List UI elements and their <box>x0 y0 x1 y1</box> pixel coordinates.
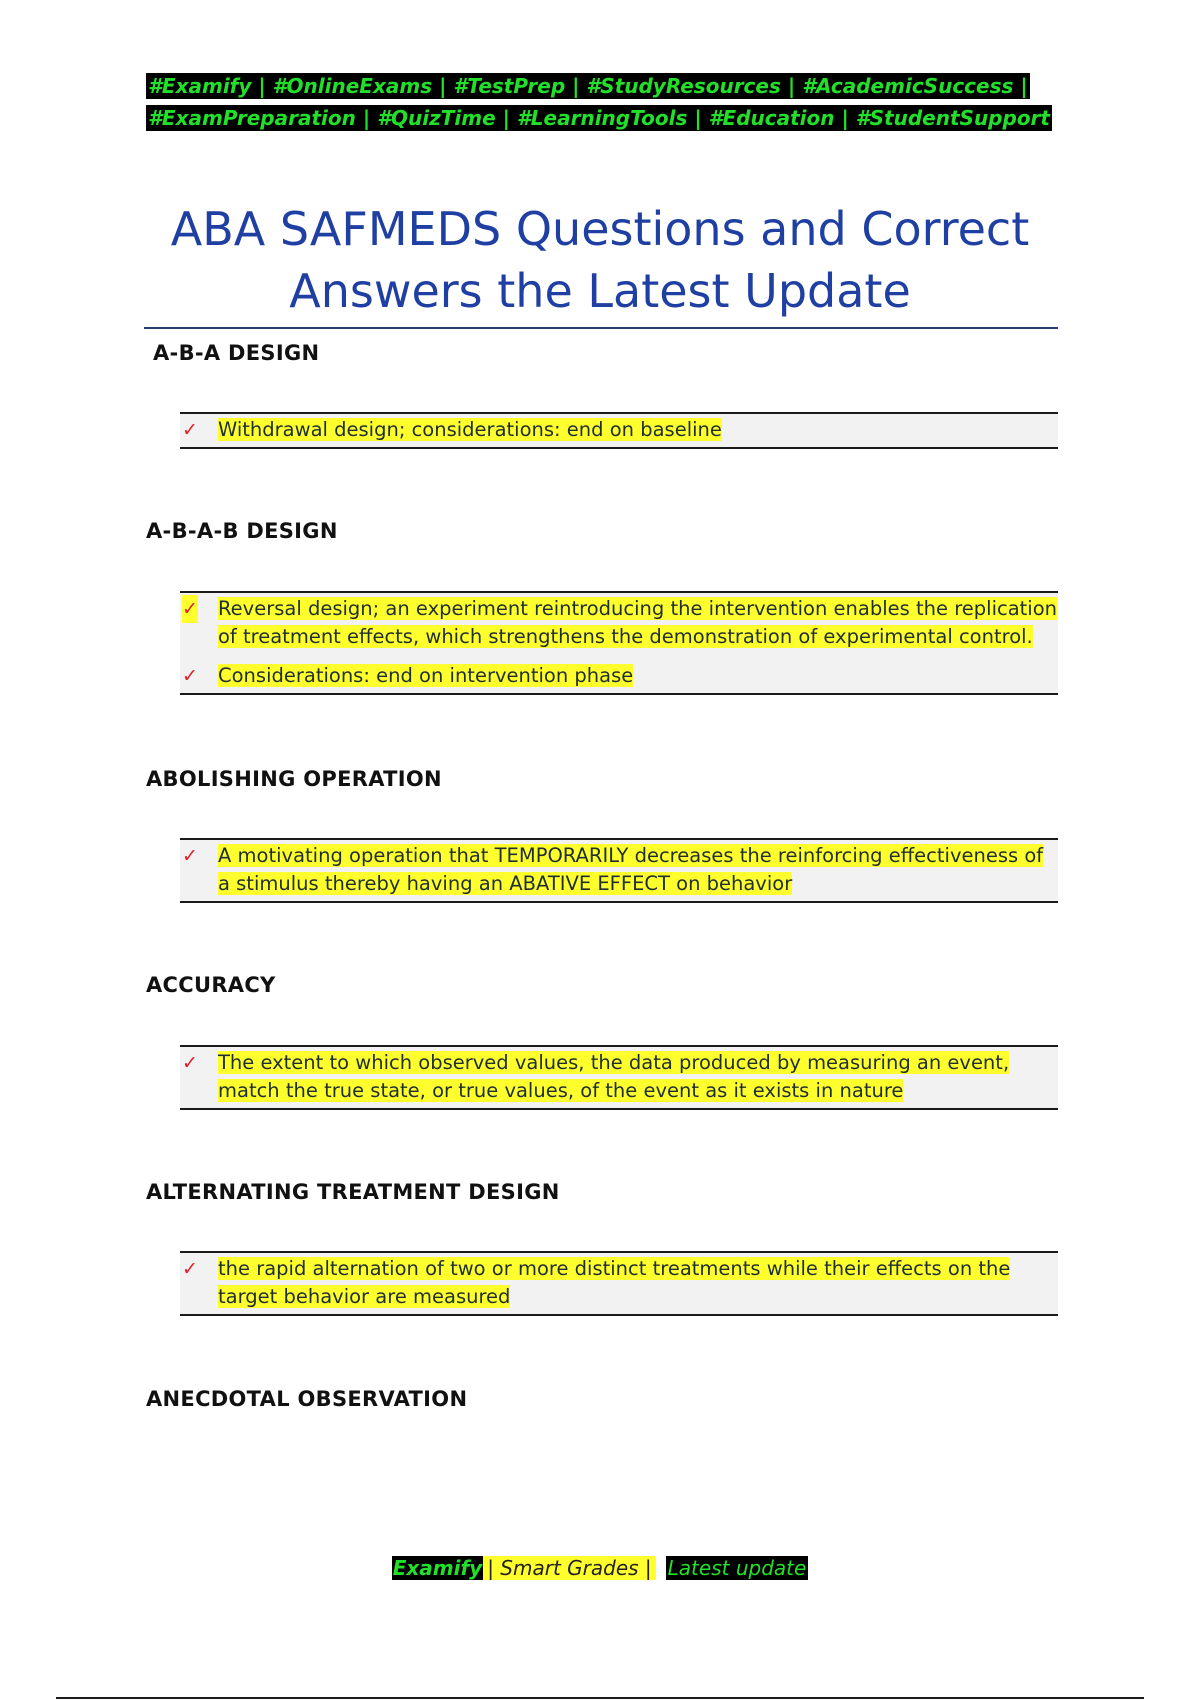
answer-text: Withdrawal design; considerations: end on baseline <box>218 418 722 441</box>
term-heading: ACCURACY <box>146 973 276 997</box>
bottom-divider <box>56 1697 1144 1699</box>
answer-box <box>180 591 1058 695</box>
answer-box <box>180 412 1058 449</box>
footer-brand: Examify <box>392 1556 483 1580</box>
answer-text: Reversal design; an experiment reintroducing the intervention enables the replication of treatment effects, which strengthens the demonstration of experimental control. <box>218 597 1058 648</box>
answer-text: A motivating operation that TEMPORARILY decreases the reinforcing effectiveness of a stimulus thereby having an ABATIVE EFFECT on behavior <box>218 844 1044 895</box>
answer-box <box>180 838 1058 903</box>
answer-item <box>180 662 1058 690</box>
checkmark-icon: ✓ <box>182 1052 198 1074</box>
checkmark-icon: ✓ <box>182 845 198 867</box>
term-heading: ANECDOTAL OBSERVATION <box>146 1387 468 1411</box>
answer-item <box>180 842 1058 898</box>
answer-box <box>180 1251 1058 1316</box>
hashtag-header <box>146 70 1054 134</box>
hashtag-line-1: #Examify | #OnlineExams | #TestPrep | #StudyResources | #AcademicSuccess | <box>148 74 1028 98</box>
term-heading: A-B-A-B DESIGN <box>146 519 338 543</box>
term-heading: ALTERNATING TREATMENT DESIGN <box>146 1180 560 1204</box>
answer-box <box>180 1045 1058 1110</box>
answer-item <box>180 1049 1058 1105</box>
answer-item <box>180 1255 1058 1311</box>
footer-latest-update: Latest update <box>667 1556 807 1580</box>
answer-text: Considerations: end on intervention phase <box>218 664 634 687</box>
answer-text: The extent to which observed values, the data produced by measuring an event, match the true state, or true values, of the event as it exists in nature <box>218 1051 1010 1102</box>
term-heading: A-B-A DESIGN <box>153 341 320 365</box>
page-title <box>146 198 1054 322</box>
answer-item <box>180 595 1058 651</box>
checkmark-icon: ✓ <box>182 665 198 687</box>
term-heading: ABOLISHING OPERATION <box>146 767 442 791</box>
footer-tagline: | Smart Grades | <box>483 1556 655 1580</box>
checkmark-icon: ✓ <box>182 419 198 441</box>
page-title-line-1: ABA SAFMEDS Questions and Correct <box>170 202 1030 256</box>
checkmark-icon: ✓ <box>182 1258 198 1280</box>
checkmark-icon: ✓ <box>182 595 198 623</box>
hashtag-line-2: #ExamPreparation | #QuizTime | #LearningTools | #Education | #StudentSupport <box>148 106 1050 130</box>
answer-text: the rapid alternation of two or more distinct treatments while their effects on the target behavior are measured <box>218 1257 1011 1308</box>
page-footer <box>0 1554 1200 1582</box>
page-title-line-2: Answers the Latest Update <box>289 264 911 318</box>
answer-item <box>180 416 1058 444</box>
title-divider <box>144 327 1058 329</box>
